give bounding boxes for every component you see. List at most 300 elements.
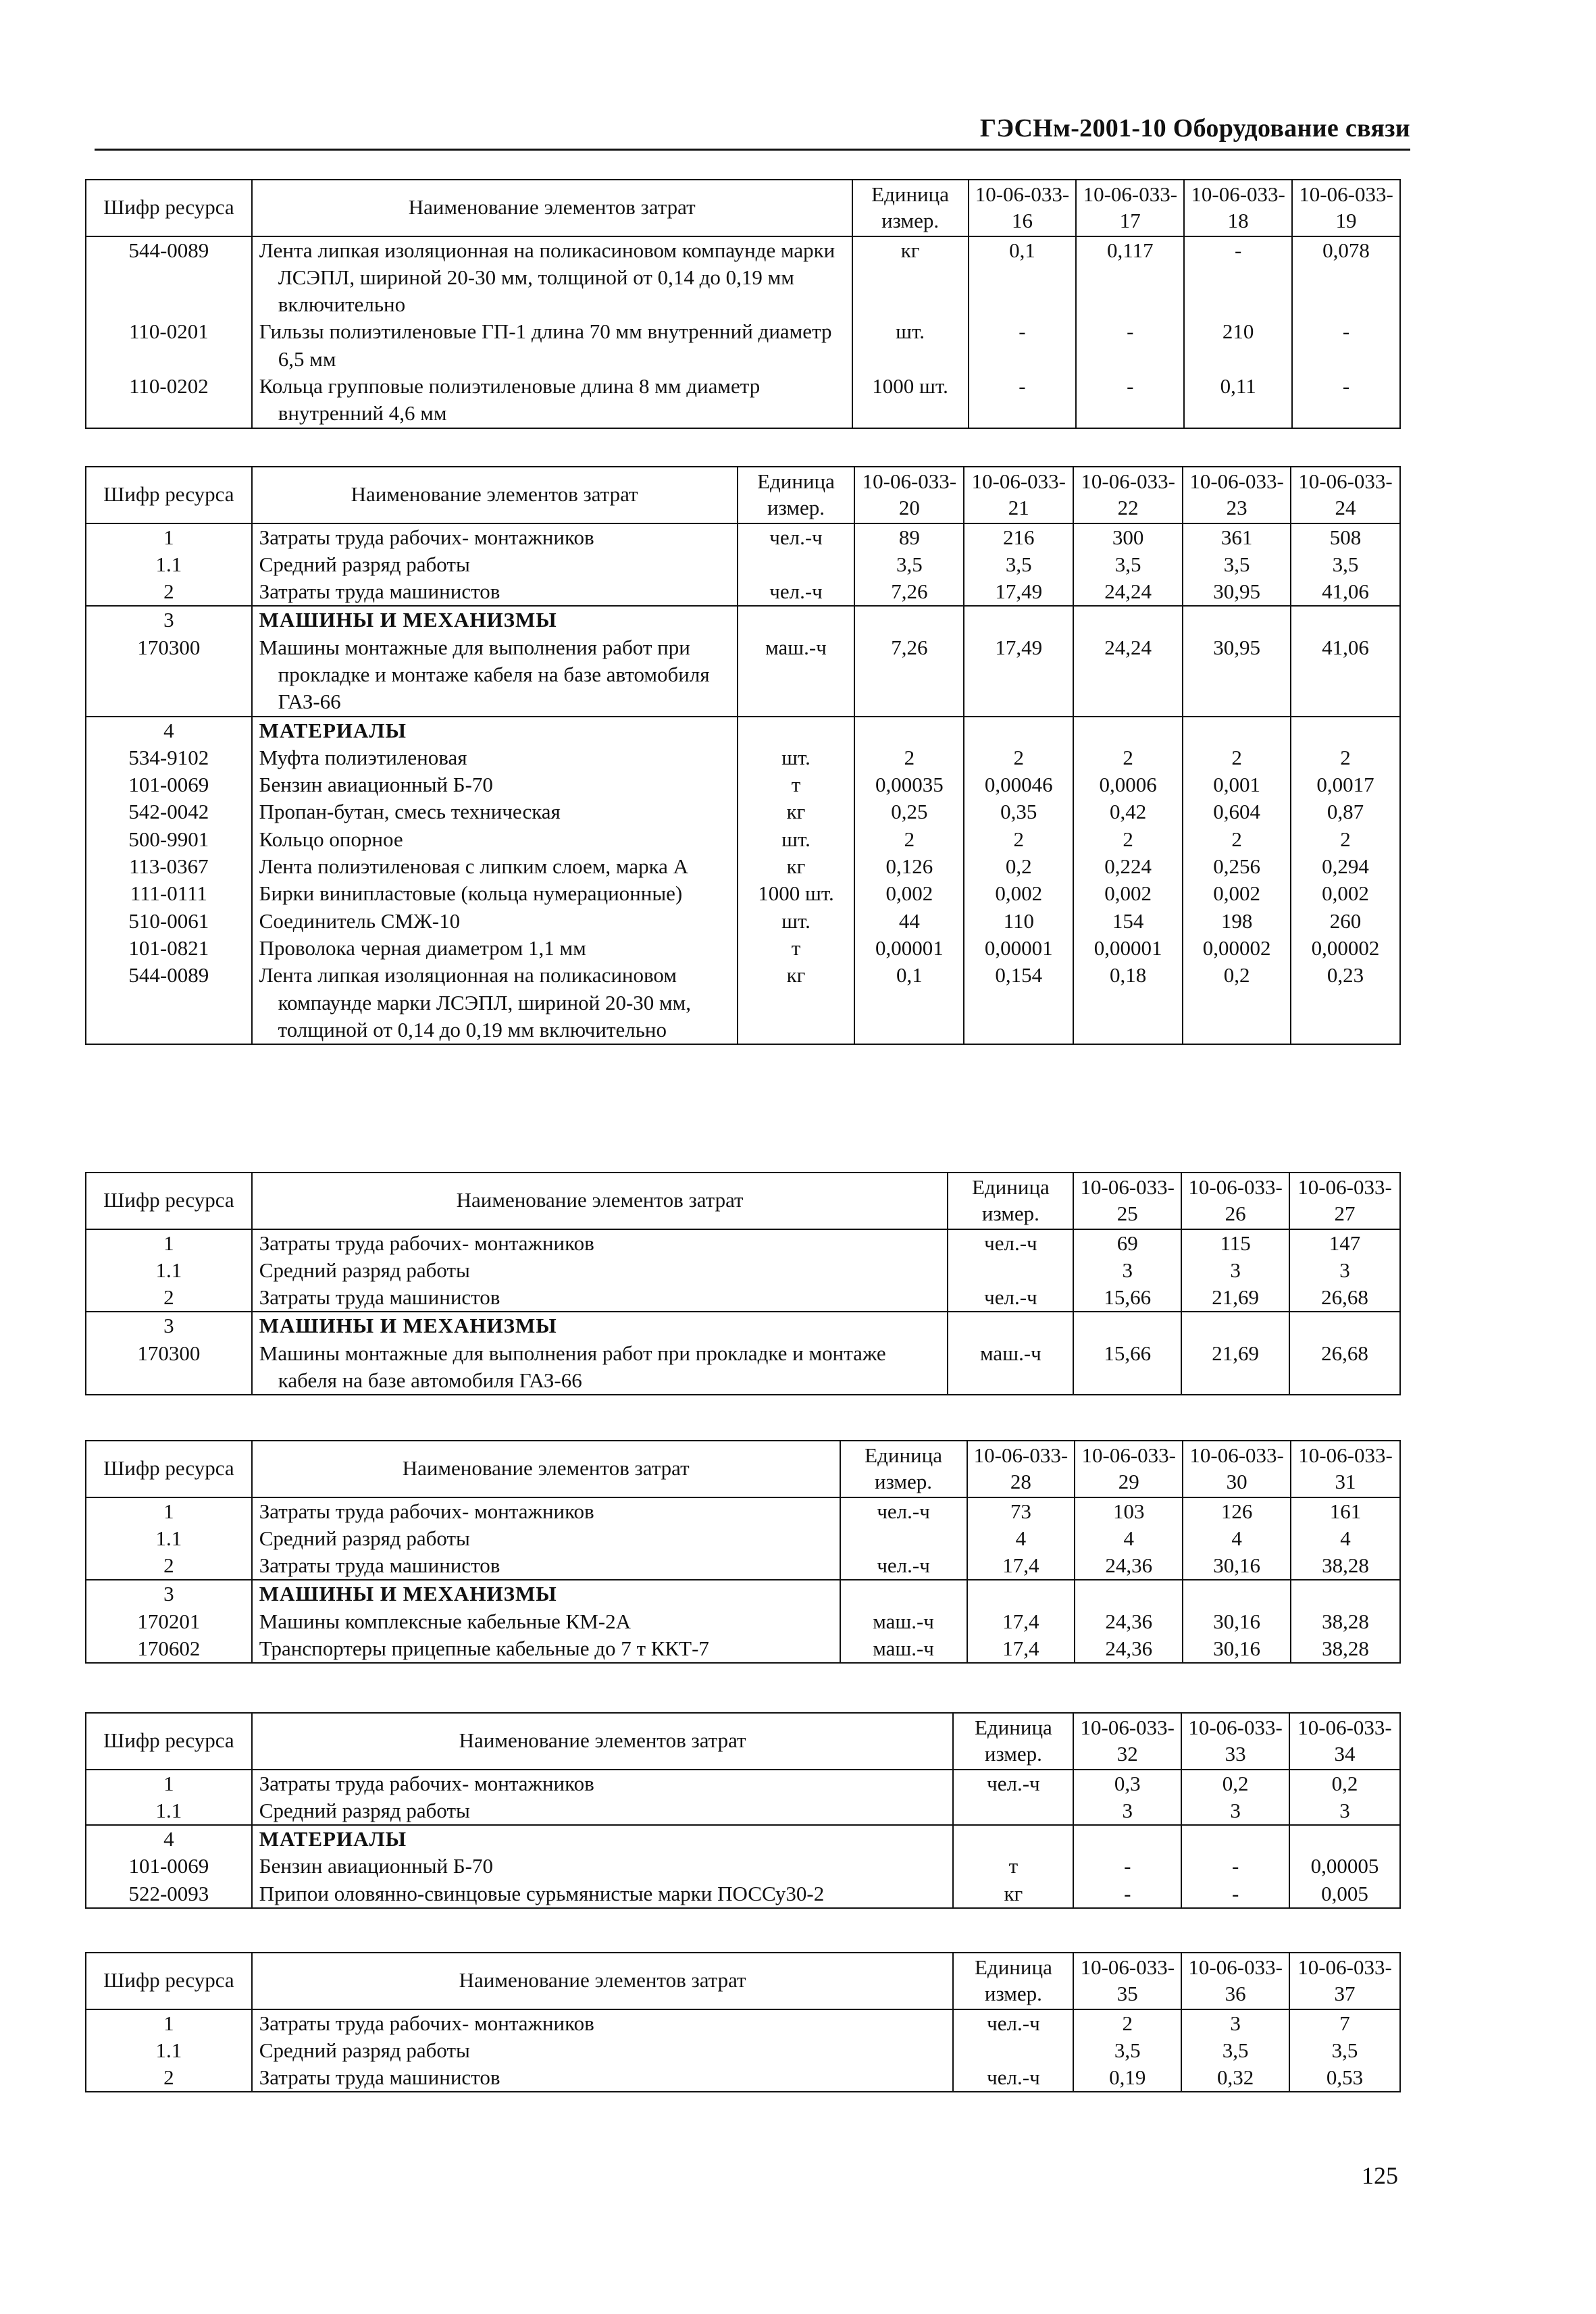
- value-cell: 0,002: [1073, 880, 1183, 907]
- value-cell: [1075, 1580, 1183, 1608]
- value-cell: 0,2: [1181, 1770, 1289, 1797]
- unit: [953, 2037, 1073, 2064]
- resource-name: Машины комплексные кабельные КМ-2А: [252, 1608, 840, 1635]
- value-cell: 69: [1073, 1229, 1181, 1257]
- section-title: МАШИНЫ И МЕХАНИЗМЫ: [252, 1312, 948, 1339]
- unit: кг: [852, 236, 969, 319]
- column-header: 10-06-033-24: [1291, 467, 1400, 523]
- column-header: Наименование элементов затрат: [252, 1953, 954, 2009]
- table-row: [86, 1797, 1400, 1825]
- column-header: 10-06-033-32: [1073, 1713, 1181, 1770]
- value-cell: 0,126: [854, 853, 964, 880]
- value-cell: 24,36: [1075, 1635, 1183, 1663]
- value-cell: 0,2: [964, 853, 1073, 880]
- value-cell: -: [1292, 373, 1400, 428]
- value-cell: 110: [964, 908, 1073, 935]
- unit: кг: [953, 1880, 1073, 1908]
- resource-name: Лента липкая изоляционная на поликасиновом компаунде марки ЛСЭПЛ, шириной 20-30 мм, толщиной от 0,14 до 0,19 мм включительно: [252, 962, 738, 1044]
- unit: [840, 1525, 967, 1552]
- unit: маш.-ч: [738, 634, 855, 717]
- value-cell: 0,002: [854, 880, 964, 907]
- value-cell: 0,078: [1292, 236, 1400, 319]
- resource-name: Затраты труда машинистов: [252, 1284, 948, 1312]
- value-cell: 15,66: [1073, 1340, 1181, 1395]
- unit: шт.: [738, 744, 855, 771]
- value-cell: 4: [1075, 1525, 1183, 1552]
- column-header: Единица измер.: [738, 467, 855, 523]
- unit: кг: [738, 798, 855, 825]
- value-cell: 24,36: [1075, 1608, 1183, 1635]
- column-header: Наименование элементов затрат: [252, 1173, 948, 1229]
- value-cell: 3,5: [1073, 551, 1183, 578]
- value-cell: 24,24: [1073, 578, 1183, 606]
- table-row: [86, 1340, 1400, 1395]
- section-row: [86, 1825, 1400, 1853]
- table-row: [86, 1853, 1400, 1880]
- resource-code: 2: [86, 2064, 252, 2092]
- resource-code: 544-0089: [86, 236, 252, 319]
- value-cell: 2: [1183, 744, 1291, 771]
- value-cell: 73: [967, 1497, 1075, 1525]
- unit: т: [738, 935, 855, 962]
- resource-name: Бензин авиационный Б-70: [252, 771, 738, 798]
- value-cell: 17,4: [967, 1608, 1075, 1635]
- column-header: 10-06-033-16: [969, 180, 1077, 236]
- value-cell: 0,154: [964, 962, 1073, 1044]
- value-cell: 17,49: [964, 634, 1073, 717]
- value-cell: 0,001: [1183, 771, 1291, 798]
- unit: чел.-ч: [953, 1770, 1073, 1797]
- resource-name: Кольцо опорное: [252, 826, 738, 853]
- table-row: [86, 1635, 1400, 1663]
- value-cell: [1291, 606, 1400, 634]
- value-cell: 198: [1183, 908, 1291, 935]
- unit: т: [953, 1853, 1073, 1880]
- resource-code: 170201: [86, 1608, 252, 1635]
- table-header-row: [86, 467, 1400, 523]
- column-header: Единица измер.: [953, 1713, 1073, 1770]
- value-cell: [1183, 1580, 1291, 1608]
- unit: шт.: [738, 908, 855, 935]
- column-header: Наименование элементов затрат: [252, 1713, 954, 1770]
- value-cell: 26,68: [1289, 1340, 1400, 1395]
- value-cell: 30,16: [1183, 1552, 1291, 1580]
- resource-code: 3: [86, 1312, 252, 1339]
- value-cell: 147: [1289, 1229, 1400, 1257]
- resource-code: 500-9901: [86, 826, 252, 853]
- value-cell: 361: [1183, 523, 1291, 551]
- unit: чел.-ч: [953, 2009, 1073, 2037]
- value-cell: 0,53: [1289, 2064, 1400, 2092]
- value-cell: 115: [1181, 1229, 1289, 1257]
- value-cell: 2: [854, 744, 964, 771]
- table-row: [86, 1229, 1400, 1257]
- unit: [948, 1257, 1073, 1284]
- column-header: 10-06-033-19: [1292, 180, 1400, 236]
- value-cell: 126: [1183, 1497, 1291, 1525]
- table-row: [86, 1257, 1400, 1284]
- value-cell: 24,24: [1073, 634, 1183, 717]
- value-cell: 0,32: [1181, 2064, 1289, 2092]
- value-cell: 3: [1289, 1257, 1400, 1284]
- value-cell: 30,95: [1183, 578, 1291, 606]
- value-cell: 15,66: [1073, 1284, 1181, 1312]
- table-row: [86, 908, 1400, 935]
- column-header: 10-06-033-23: [1183, 467, 1291, 523]
- value-cell: 21,69: [1181, 1340, 1289, 1395]
- column-header: 10-06-033-36: [1181, 1953, 1289, 2009]
- value-cell: 0,35: [964, 798, 1073, 825]
- value-cell: -: [969, 318, 1077, 373]
- resource-name: Машины монтажные для выполнения работ при прокладке и монтаже кабеля на базе автомобиля ГАЗ-66: [252, 1340, 948, 1395]
- table-row: [86, 236, 1400, 319]
- table-row: [86, 373, 1400, 428]
- resource-name: Лента полиэтиленовая с липким слоем, марка А: [252, 853, 738, 880]
- value-cell: 3,5: [964, 551, 1073, 578]
- section-row: [86, 717, 1400, 744]
- value-cell: 2: [1291, 744, 1400, 771]
- value-cell: 0,42: [1073, 798, 1183, 825]
- value-cell: 103: [1075, 1497, 1183, 1525]
- value-cell: -: [1181, 1853, 1289, 1880]
- value-cell: [1073, 1825, 1181, 1853]
- resource-name: Средний разряд работы: [252, 2037, 954, 2064]
- value-cell: 2: [1073, 744, 1183, 771]
- resource-code: 1: [86, 1229, 252, 1257]
- value-cell: 0,18: [1073, 962, 1183, 1044]
- resource-code: 110-0202: [86, 373, 252, 428]
- section-row: [86, 606, 1400, 634]
- value-cell: 161: [1291, 1497, 1400, 1525]
- value-cell: [1073, 717, 1183, 744]
- column-header: Единица измер.: [948, 1173, 1073, 1229]
- value-cell: 0,2: [1289, 1770, 1400, 1797]
- value-cell: [1291, 717, 1400, 744]
- resource-name: Кольца групповые полиэтиленовые длина 8 мм диаметр внутренний 4,6 мм: [252, 373, 852, 428]
- column-header: Шифр ресурса: [86, 180, 252, 236]
- column-header: Единица измер.: [840, 1441, 967, 1497]
- value-cell: 3: [1073, 1797, 1181, 1825]
- value-cell: 4: [967, 1525, 1075, 1552]
- value-cell: 7,26: [854, 578, 964, 606]
- column-header: 10-06-033-30: [1183, 1441, 1291, 1497]
- section-title: МАТЕРИАЛЫ: [252, 1825, 954, 1853]
- value-cell: 0,002: [1183, 880, 1291, 907]
- value-cell: 0,00005: [1289, 1853, 1400, 1880]
- resource-table: [85, 179, 1401, 429]
- value-cell: 2: [964, 744, 1073, 771]
- table-row: [86, 744, 1400, 771]
- resource-name: Гильзы полиэтиленовые ГП-1 длина 70 мм внутренний диаметр 6,5 мм: [252, 318, 852, 373]
- resource-code: 2: [86, 1552, 252, 1580]
- table-header-row: [86, 180, 1400, 236]
- value-cell: 26,68: [1289, 1284, 1400, 1312]
- column-header: 10-06-033-31: [1291, 1441, 1400, 1497]
- resource-name: Припои оловянно-свинцовые сурьмянистые марки ПОССу30-2: [252, 1880, 954, 1908]
- value-cell: 508: [1291, 523, 1400, 551]
- value-cell: [854, 606, 964, 634]
- table-row: [86, 578, 1400, 606]
- resource-name: Транспортеры прицепные кабельные до 7 т ККТ-7: [252, 1635, 840, 1663]
- column-header: Наименование элементов затрат: [252, 467, 738, 523]
- section-title: МАШИНЫ И МЕХАНИЗМЫ: [252, 606, 738, 634]
- resource-name: Затраты труда рабочих- монтажников: [252, 2009, 954, 2037]
- resource-code: 101-0821: [86, 935, 252, 962]
- resource-code: 1.1: [86, 1257, 252, 1284]
- unit: [738, 606, 855, 634]
- value-cell: 0,002: [1291, 880, 1400, 907]
- resource-code: 1.1: [86, 551, 252, 578]
- resource-name: Затраты труда рабочих- монтажников: [252, 1770, 954, 1797]
- unit: кг: [738, 962, 855, 1044]
- table-row: [86, 798, 1400, 825]
- value-cell: 30,16: [1183, 1608, 1291, 1635]
- unit: [840, 1580, 967, 1608]
- resource-code: 2: [86, 1284, 252, 1312]
- value-cell: 21,69: [1181, 1284, 1289, 1312]
- value-cell: 3: [1181, 2009, 1289, 2037]
- resource-code: 1.1: [86, 1797, 252, 1825]
- value-cell: [1073, 1312, 1181, 1339]
- table-row: [86, 2064, 1400, 2092]
- value-cell: 30,16: [1183, 1635, 1291, 1663]
- value-cell: 0,604: [1183, 798, 1291, 825]
- column-header: 10-06-033-18: [1184, 180, 1292, 236]
- value-cell: -: [1073, 1853, 1181, 1880]
- resource-code: 510-0061: [86, 908, 252, 935]
- value-cell: 0,1: [854, 962, 964, 1044]
- value-cell: [1289, 1825, 1400, 1853]
- column-header: Шифр ресурса: [86, 1953, 252, 2009]
- section-row: [86, 1312, 1400, 1339]
- table-row: [86, 853, 1400, 880]
- resource-code: 170300: [86, 634, 252, 717]
- value-cell: 3: [1073, 1257, 1181, 1284]
- value-cell: 0,117: [1076, 236, 1184, 319]
- value-cell: -: [1184, 236, 1292, 319]
- section-title: МАТЕРИАЛЫ: [252, 717, 738, 744]
- value-cell: 260: [1291, 908, 1400, 935]
- column-header: 10-06-033-21: [964, 467, 1073, 523]
- value-cell: 0,2: [1183, 962, 1291, 1044]
- table-row: [86, 1525, 1400, 1552]
- value-cell: 216: [964, 523, 1073, 551]
- unit: маш.-ч: [948, 1340, 1073, 1395]
- table-row: [86, 2037, 1400, 2064]
- value-cell: 3,5: [1073, 2037, 1181, 2064]
- resource-name: Средний разряд работы: [252, 1797, 954, 1825]
- resource-name: Соединитель СМЖ-10: [252, 908, 738, 935]
- resource-code: 522-0093: [86, 1880, 252, 1908]
- value-cell: [964, 606, 1073, 634]
- table-header-row: [86, 1173, 1400, 1229]
- resource-name: Средний разряд работы: [252, 1257, 948, 1284]
- value-cell: [1181, 1825, 1289, 1853]
- value-cell: 17,4: [967, 1635, 1075, 1663]
- resource-code: 113-0367: [86, 853, 252, 880]
- resource-name: Лента липкая изоляционная на поликасиновом компаунде марки ЛСЭПЛ, шириной 20-30 мм, толщиной от 0,14 до 0,19 мм включительно: [252, 236, 852, 319]
- resource-code: 1: [86, 523, 252, 551]
- resource-name: Муфта полиэтиленовая: [252, 744, 738, 771]
- column-header: 10-06-033-37: [1289, 1953, 1400, 2009]
- value-cell: 2: [1183, 826, 1291, 853]
- resource-name: Средний разряд работы: [252, 551, 738, 578]
- column-header: 10-06-033-27: [1289, 1173, 1400, 1229]
- resource-code: 542-0042: [86, 798, 252, 825]
- column-header: 10-06-033-20: [854, 467, 964, 523]
- resource-code: 544-0089: [86, 962, 252, 1044]
- value-cell: 3: [1181, 1257, 1289, 1284]
- table-row: [86, 1880, 1400, 1908]
- value-cell: 17,4: [967, 1552, 1075, 1580]
- value-cell: 2: [1291, 826, 1400, 853]
- unit: шт.: [738, 826, 855, 853]
- value-cell: 7: [1289, 2009, 1400, 2037]
- column-header: 10-06-033-28: [967, 1441, 1075, 1497]
- value-cell: 0,11: [1184, 373, 1292, 428]
- value-cell: 300: [1073, 523, 1183, 551]
- unit: маш.-ч: [840, 1608, 967, 1635]
- resource-name: Бирки винипластовые (кольца нумерационные): [252, 880, 738, 907]
- table-row: [86, 826, 1400, 853]
- value-cell: 0,005: [1289, 1880, 1400, 1908]
- value-cell: 3: [1289, 1797, 1400, 1825]
- table-row: [86, 1608, 1400, 1635]
- unit: чел.-ч: [948, 1284, 1073, 1312]
- resource-code: 110-0201: [86, 318, 252, 373]
- column-header: Шифр ресурса: [86, 1713, 252, 1770]
- value-cell: [964, 717, 1073, 744]
- value-cell: 0,00001: [964, 935, 1073, 962]
- resource-name: Средний разряд работы: [252, 1525, 840, 1552]
- value-cell: 154: [1073, 908, 1183, 935]
- resource-name: Пропан-бутан, смесь техническая: [252, 798, 738, 825]
- unit: маш.-ч: [840, 1635, 967, 1663]
- resource-code: 3: [86, 1580, 252, 1608]
- value-cell: 3,5: [854, 551, 964, 578]
- resource-code: 1.1: [86, 1525, 252, 1552]
- unit: чел.-ч: [738, 523, 855, 551]
- value-cell: 0,00001: [1073, 935, 1183, 962]
- value-cell: [1289, 1312, 1400, 1339]
- resource-code: 4: [86, 1825, 252, 1853]
- value-cell: 7,26: [854, 634, 964, 717]
- resource-name: Машины монтажные для выполнения работ при прокладке и монтаже кабеля на базе автомобиля ГАЗ-66: [252, 634, 738, 717]
- value-cell: [1181, 1312, 1289, 1339]
- value-cell: 0,002: [964, 880, 1073, 907]
- resource-code: 170300: [86, 1340, 252, 1395]
- value-cell: 0,19: [1073, 2064, 1181, 2092]
- value-cell: [1183, 717, 1291, 744]
- resource-table: [85, 1440, 1401, 1664]
- table-row: [86, 551, 1400, 578]
- table-row: [86, 935, 1400, 962]
- value-cell: [854, 717, 964, 744]
- value-cell: 0,0017: [1291, 771, 1400, 798]
- table-row: [86, 962, 1400, 1044]
- value-cell: 4: [1291, 1525, 1400, 1552]
- value-cell: 38,28: [1291, 1608, 1400, 1635]
- value-cell: 0,00001: [854, 935, 964, 962]
- value-cell: 0,224: [1073, 853, 1183, 880]
- value-cell: 24,36: [1075, 1552, 1183, 1580]
- value-cell: 0,87: [1291, 798, 1400, 825]
- unit: чел.-ч: [948, 1229, 1073, 1257]
- value-cell: 2: [854, 826, 964, 853]
- resource-name: Затраты труда рабочих- монтажников: [252, 1229, 948, 1257]
- value-cell: 3,5: [1181, 2037, 1289, 2064]
- table-row: [86, 880, 1400, 907]
- resource-code: 3: [86, 606, 252, 634]
- column-header: 10-06-033-33: [1181, 1713, 1289, 1770]
- table-row: [86, 1497, 1400, 1525]
- value-cell: -: [1076, 373, 1184, 428]
- value-cell: -: [969, 373, 1077, 428]
- value-cell: [967, 1580, 1075, 1608]
- resource-name: Затраты труда рабочих- монтажников: [252, 1497, 840, 1525]
- value-cell: -: [1076, 318, 1184, 373]
- value-cell: 2: [964, 826, 1073, 853]
- unit: [953, 1797, 1073, 1825]
- resource-code: 1: [86, 1497, 252, 1525]
- unit: 1000 шт.: [738, 880, 855, 907]
- resource-code: 534-9102: [86, 744, 252, 771]
- value-cell: 38,28: [1291, 1635, 1400, 1663]
- value-cell: 0,00002: [1291, 935, 1400, 962]
- value-cell: 17,49: [964, 578, 1073, 606]
- resource-code: 101-0069: [86, 771, 252, 798]
- table-row: [86, 771, 1400, 798]
- value-cell: 4: [1183, 1525, 1291, 1552]
- value-cell: [1291, 1580, 1400, 1608]
- table-header-row: [86, 1713, 1400, 1770]
- value-cell: 3: [1181, 1797, 1289, 1825]
- resource-table: [85, 466, 1401, 1045]
- value-cell: 3,5: [1289, 2037, 1400, 2064]
- column-header: Наименование элементов затрат: [252, 180, 852, 236]
- column-header: 10-06-033-17: [1076, 180, 1184, 236]
- table-header-row: [86, 1441, 1400, 1497]
- value-cell: 0,294: [1291, 853, 1400, 880]
- resource-name: Затраты труда рабочих- монтажников: [252, 523, 738, 551]
- column-header: Единица измер.: [953, 1953, 1073, 2009]
- value-cell: 0,0006: [1073, 771, 1183, 798]
- table-row: [86, 2009, 1400, 2037]
- unit: т: [738, 771, 855, 798]
- value-cell: 89: [854, 523, 964, 551]
- column-header: Единица измер.: [852, 180, 969, 236]
- value-cell: 38,28: [1291, 1552, 1400, 1580]
- value-cell: 0,00046: [964, 771, 1073, 798]
- column-header: 10-06-033-29: [1075, 1441, 1183, 1497]
- resource-code: 101-0069: [86, 1853, 252, 1880]
- value-cell: 3,5: [1291, 551, 1400, 578]
- unit: чел.-ч: [840, 1497, 967, 1525]
- resource-code: 1: [86, 2009, 252, 2037]
- unit: кг: [738, 853, 855, 880]
- unit: чел.-ч: [840, 1552, 967, 1580]
- value-cell: 30,95: [1183, 634, 1291, 717]
- page-number: 125: [1362, 2162, 1398, 2189]
- value-cell: 3,5: [1183, 551, 1291, 578]
- unit: чел.-ч: [738, 578, 855, 606]
- unit: чел.-ч: [953, 2064, 1073, 2092]
- resource-name: Проволока черная диаметром 1,1 мм: [252, 935, 738, 962]
- value-cell: 44: [854, 908, 964, 935]
- value-cell: 210: [1184, 318, 1292, 373]
- value-cell: 41,06: [1291, 578, 1400, 606]
- resource-code: 1: [86, 1770, 252, 1797]
